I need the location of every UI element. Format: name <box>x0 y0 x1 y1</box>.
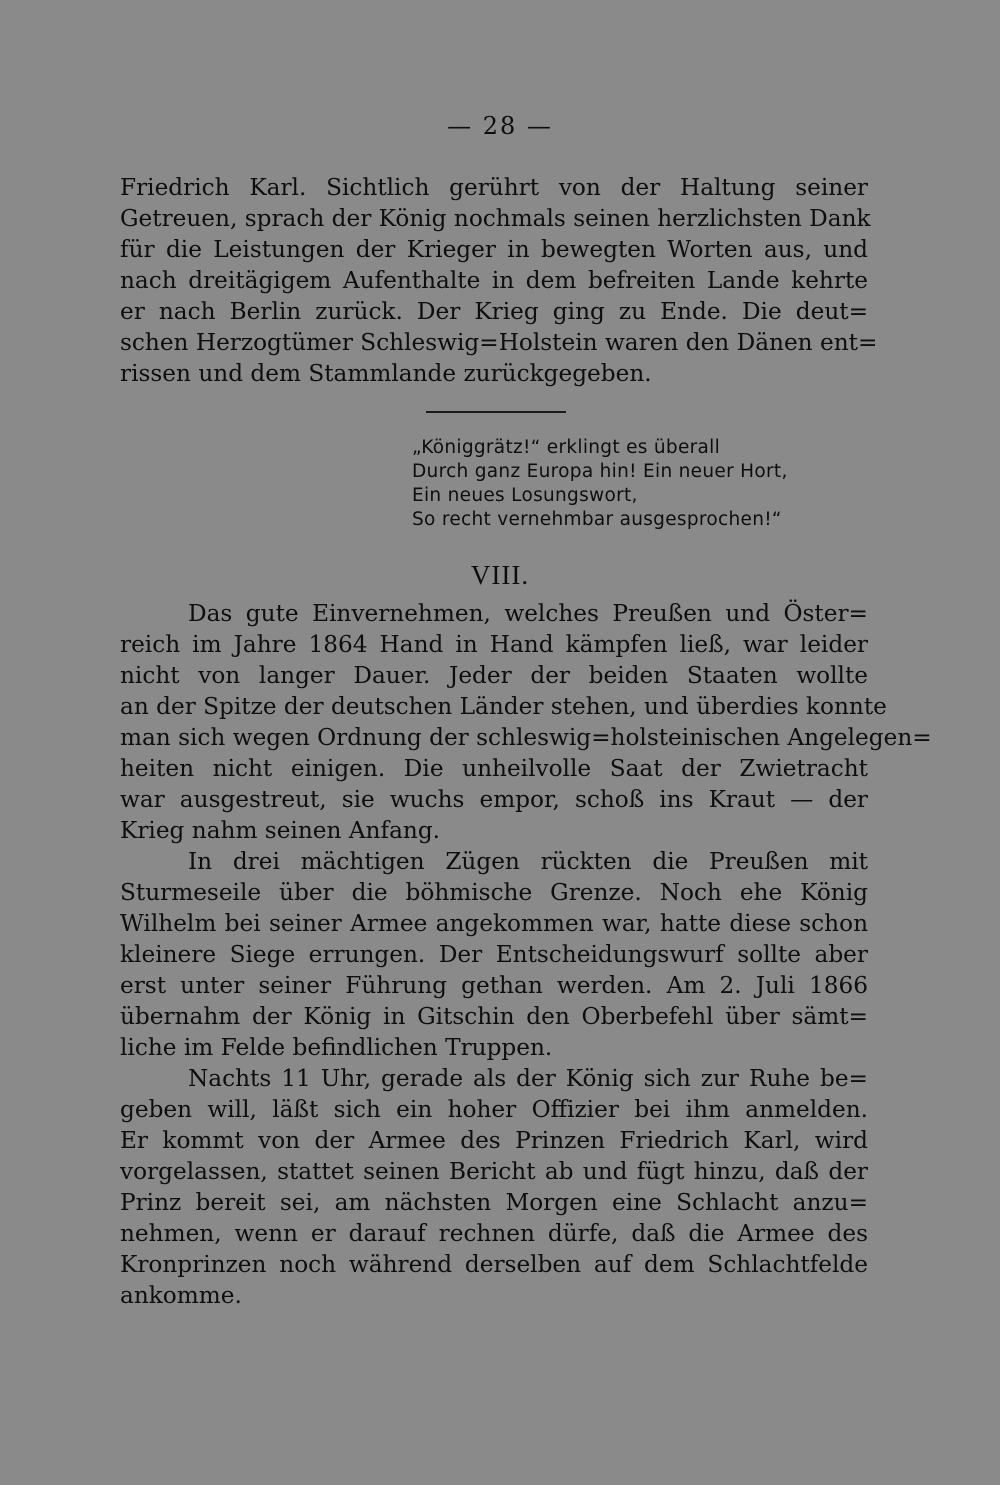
paragraph-1 <box>120 598 932 846</box>
paragraph-3 <box>120 1063 868 1311</box>
text-line: man sich wegen Ordnung der schleswig=holsteinischen Angelegen= <box>120 724 932 751</box>
text-line: vorgelassen, stattet seinen Bericht ab und fügt hinzu, daß der <box>120 1158 868 1185</box>
text-line: Krieg nahm seinen Anfang. <box>120 817 441 844</box>
text-line: nehmen, wenn er darauf rechnen dürfe, daß die Armee des <box>120 1220 868 1247</box>
page-number: — 28 — <box>447 112 553 140</box>
text-line: erst unter seiner Führung gethan werden. Am 2. Juli 1866 <box>120 972 868 999</box>
poem-line: Durch ganz Europa hin! Ein neuer Hort, <box>412 461 788 482</box>
text-line: ankomme. <box>120 1282 242 1309</box>
poem-line: „Königgrätz!“ erklingt es überall <box>412 437 721 458</box>
text-line: übernahm der König in Gitschin den Oberbefehl über sämt= <box>120 1003 868 1030</box>
chapter-heading: VIII. <box>470 560 530 590</box>
text-line: geben will, läßt sich ein hoher Offizier bei ihm anmelden. <box>120 1096 868 1123</box>
text-line: heiten nicht einigen. Die unheilvolle Saat der Zwietracht <box>120 755 868 782</box>
text-line: Wilhelm bei seiner Armee angekommen war, hatte diese schon <box>120 910 868 937</box>
text-line: Sturmeseile über die böhmische Grenze. Noch ehe König <box>120 879 868 906</box>
text-line: war ausgestreut, sie wuchs empor, schoß ins Kraut — der <box>120 786 868 813</box>
poem-line: Ein neues Losungswort, <box>412 485 638 506</box>
text-line: schen Herzogtümer Schleswig=Holstein waren den Dänen ent= <box>120 329 878 356</box>
intro-paragraph <box>120 172 878 389</box>
text-line: Das gute Einvernehmen, welches Preußen und Öster= <box>188 600 868 627</box>
text-line: an der Spitze der deutschen Länder stehen, und überdies konnte <box>120 693 887 720</box>
text-line: Prinz bereit sei, am nächsten Morgen eine Schlacht anzu= <box>120 1189 868 1216</box>
paragraph-2 <box>120 846 868 1063</box>
poem-line: So recht vernehmbar ausgesprochen!“ <box>412 509 782 530</box>
text-line: kleinere Siege errungen. Der Entscheidungswurf sollte aber <box>120 941 868 968</box>
text-line: nicht von langer Dauer. Jeder der beiden Staaten wollte <box>120 662 868 689</box>
text-line: liche im Felde befindlichen Truppen. <box>120 1034 553 1061</box>
text-line: Er kommt von der Armee des Prinzen Friedrich Karl, wird <box>120 1127 868 1154</box>
text-line: Nachts 11 Uhr, gerade als der König sich zur Ruhe be= <box>188 1065 868 1092</box>
text-line: Getreuen, sprach der König nochmals seinen herzlichsten Dank <box>120 205 871 232</box>
section-divider <box>426 411 566 413</box>
text-line: für die Leistungen der Krieger in bewegten Worten aus, und <box>120 236 868 263</box>
text-line: er nach Berlin zurück. Der Krieg ging zu Ende. Die deut= <box>120 298 868 325</box>
text-line: Friedrich Karl. Sichtlich gerührt von der Haltung seiner <box>120 174 868 201</box>
text-line: rissen und dem Stammlande zurückgegeben. <box>120 360 652 387</box>
text-line: In drei mächtigen Zügen rückten die Preußen mit <box>188 848 868 875</box>
text-line: nach dreitägigem Aufenthalte in dem befreiten Lande kehrte <box>120 267 868 294</box>
poem-quote <box>412 436 872 532</box>
text-line: reich im Jahre 1864 Hand in Hand kämpfen ließ, war leider <box>120 631 868 658</box>
text-line: Kronprinzen noch während derselben auf dem Schlachtfelde <box>120 1251 868 1278</box>
